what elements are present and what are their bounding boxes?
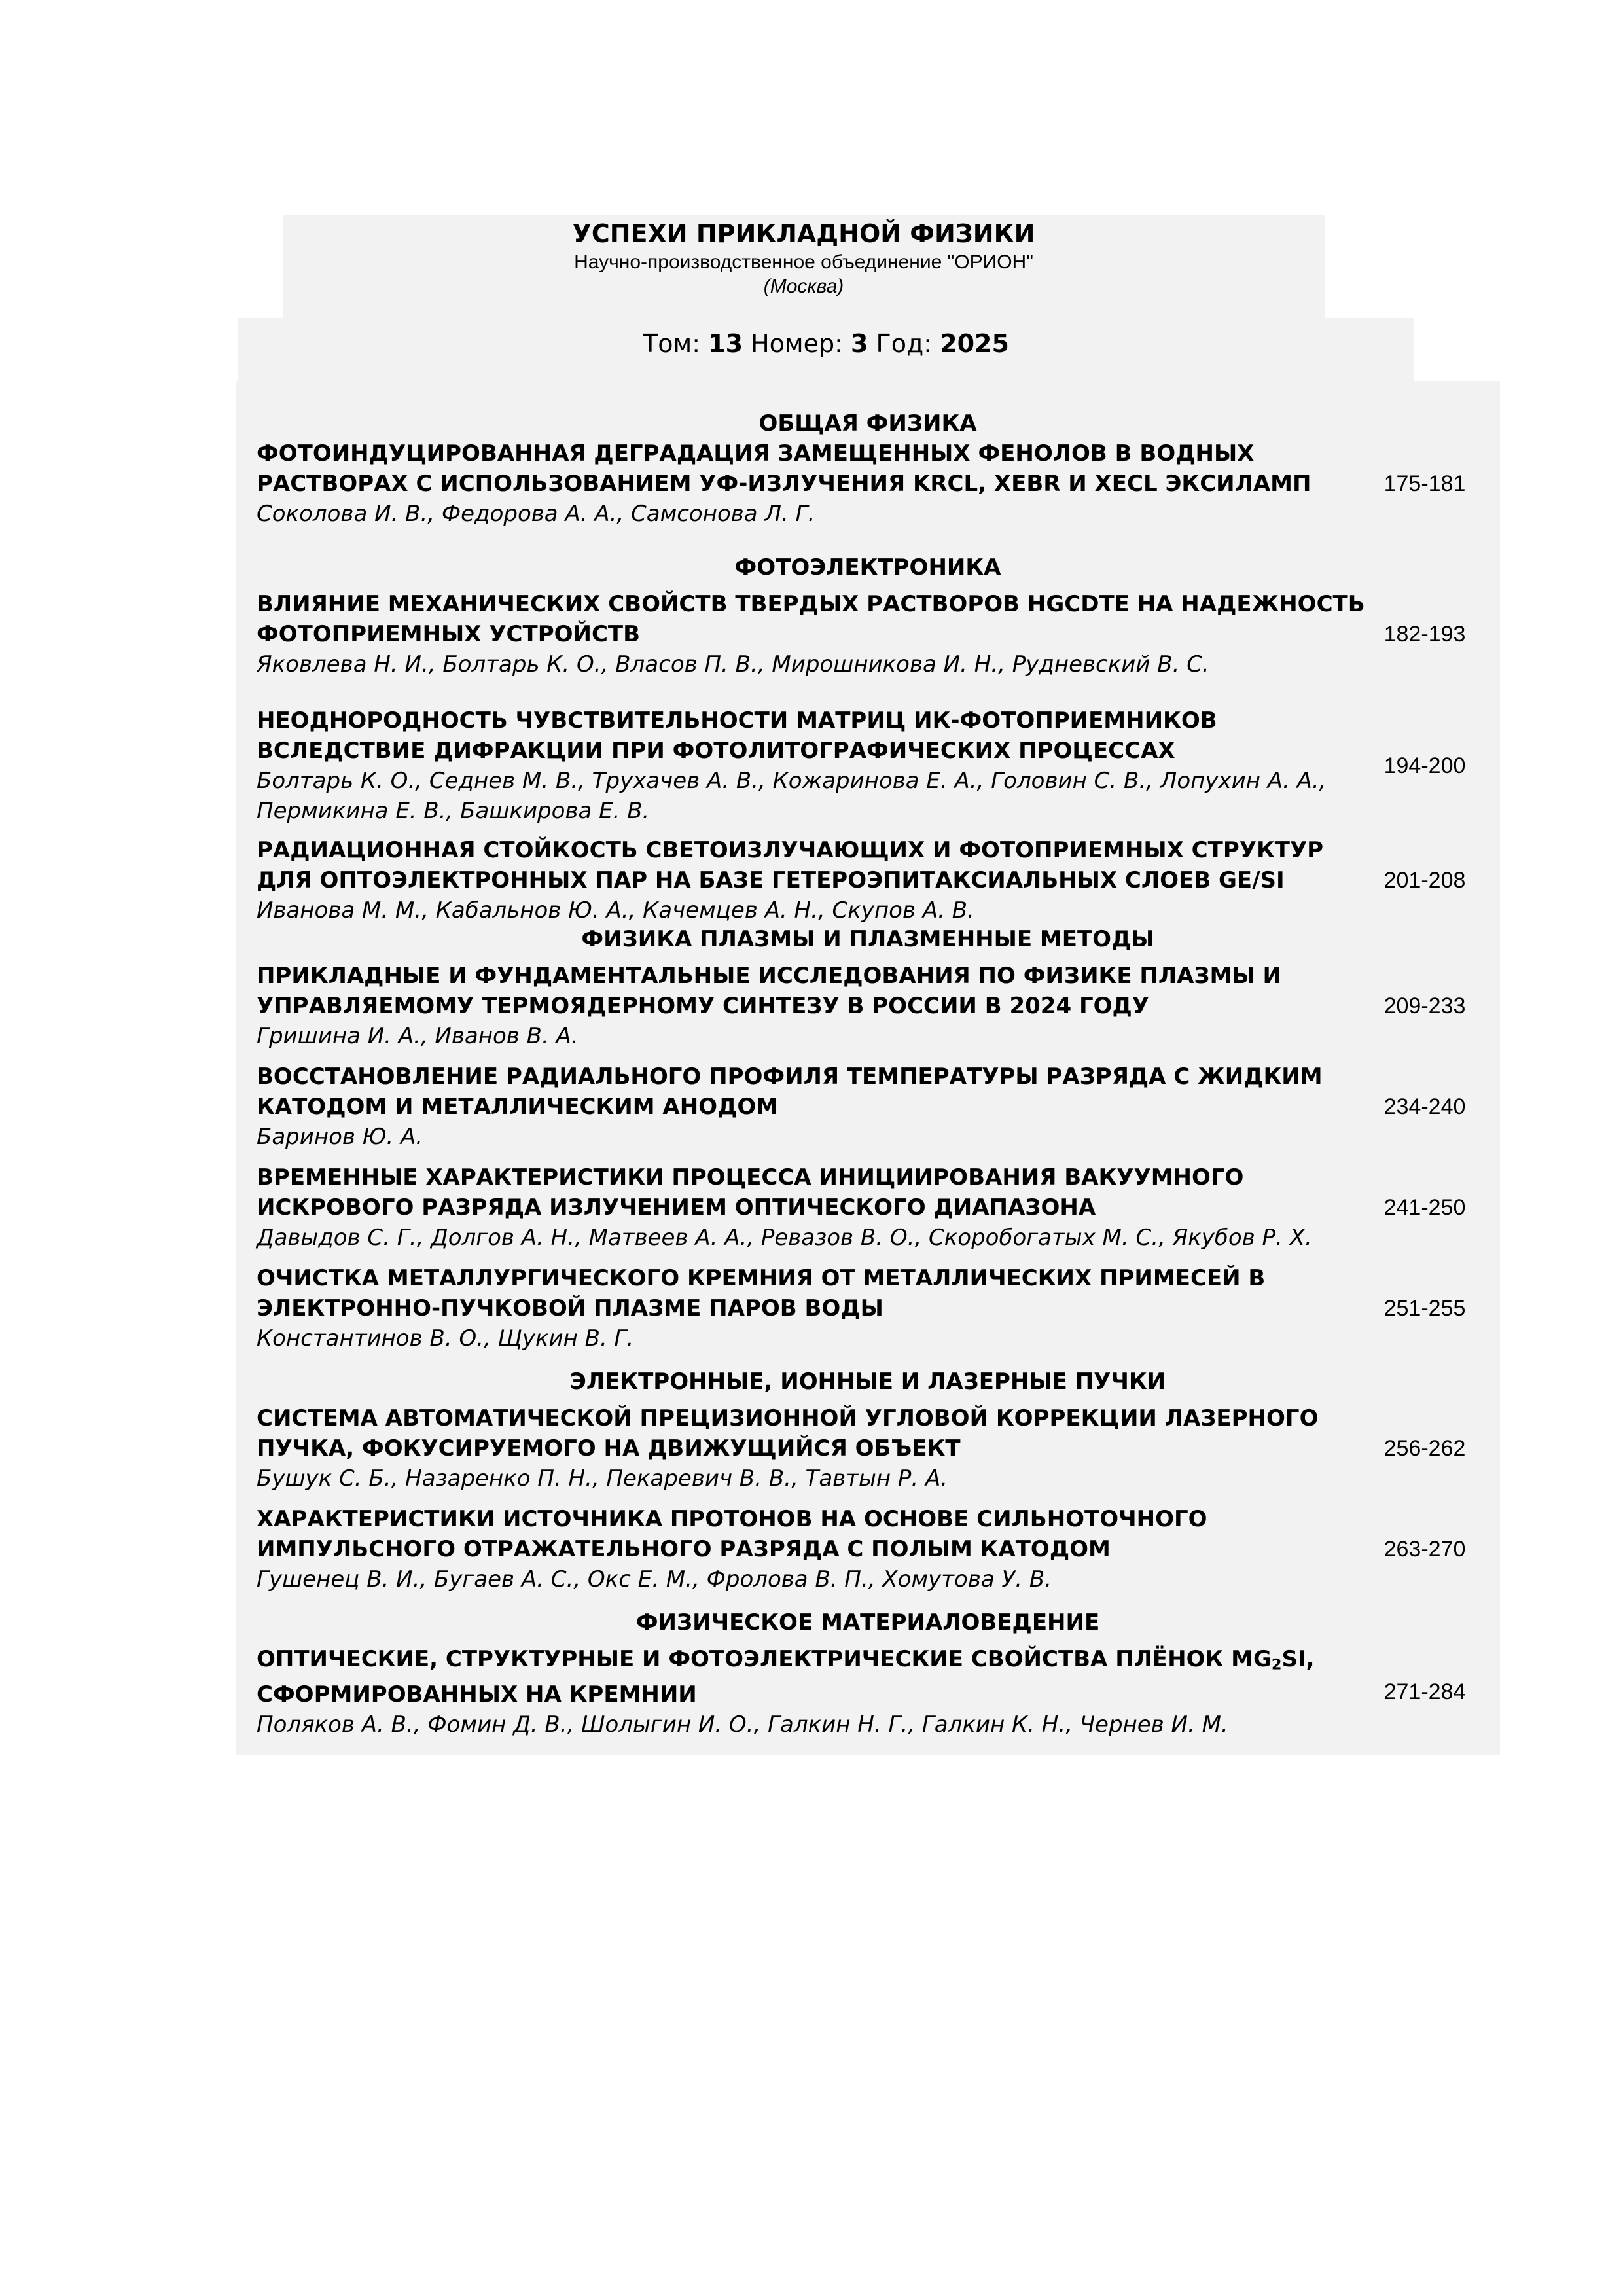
article-title[interactable]: ВРЕМЕННЫЕ ХАРАКТЕРИСТИКИ ПРОЦЕССА ИНИЦИИРОВАНИЯ ВАКУУМНОГО ИСКРОВОГО РАЗРЯДА ИЗЛУЧЕНИЕМ ОПТИЧЕСКОГО ДИАПАЗОНА	[257, 1164, 1244, 1221]
article-authors: Баринов Ю. А.	[257, 1124, 423, 1150]
article-title[interactable]: ВЛИЯНИЕ МЕХАНИЧЕСКИХ СВОЙСТВ ТВЕРДЫХ РАСТВОРОВ HGCDTE НА НАДЕЖНОСТЬ ФОТОПРИЕМНЫХ УСТРОЙСТВ	[257, 591, 1365, 647]
article-authors: Соколова И. В., Федорова А. А., Самсонова Л. Г.	[257, 501, 815, 527]
article-pages: 209-233	[1383, 994, 1466, 1018]
section-heading: ФИЗИЧЕСКОЕ МАТЕРИАЛОВЕДЕНИЕ	[635, 1609, 1100, 1636]
article-entry[interactable]	[257, 1263, 1474, 1354]
article-entry[interactable]	[257, 1403, 1474, 1494]
article-title[interactable]: ВОССТАНОВЛЕНИЕ РАДИАЛЬНОГО ПРОФИЛЯ ТЕМПЕРАТУРЫ РАЗРЯДА С ЖИДКИМ КАТОДОМ И МЕТАЛЛИЧЕСКИМ АНОДОМ	[257, 1064, 1323, 1120]
article-entry[interactable]	[257, 589, 1474, 679]
number-value: 3	[851, 329, 868, 358]
article-entry[interactable]	[257, 1644, 1474, 1740]
article-authors: Яковлева Н. И., Болтарь К. О., Власов П. В., Мирошникова И. Н., Рудневский В. С.	[257, 651, 1209, 677]
article-entry[interactable]	[257, 1162, 1474, 1253]
article-entry[interactable]	[257, 1062, 1474, 1152]
journal-title: УСПЕХИ ПРИКЛАДНОЙ ФИЗИКИ	[572, 219, 1035, 248]
article-pages: 194-200	[1383, 753, 1466, 778]
article-title[interactable]: ХАРАКТЕРИСТИКИ ИСТОЧНИКА ПРОТОНОВ НА ОСНОВЕ СИЛЬНОТОЧНОГО ИМПУЛЬСНОГО ОТРАЖАТЕЛЬНОГО РАЗРЯДА С ПОЛЫМ КАТОДОМ	[257, 1506, 1207, 1562]
journal-header	[283, 215, 1325, 318]
article-authors: Давыдов С. Г., Долгов А. Н., Матвеев А. А., Ревазов В. О., Скоробогатых М. С., Якубов Р. Х.	[257, 1225, 1312, 1251]
article-entry[interactable]	[257, 835, 1474, 925]
article-pages: 175-181	[1383, 471, 1466, 496]
article-authors: Иванова М. М., Кабальнов Ю. А., Качемцев А. Н., Скупов А. В.	[257, 897, 974, 924]
article-pages: 234-240	[1383, 1094, 1466, 1119]
number-label: Номер:	[751, 329, 843, 358]
article-title[interactable]: ОПТИЧЕСКИЕ, СТРУКТУРНЫЕ И ФОТОЭЛЕКТРИЧЕСКИЕ СВОЙСТВА ПЛЁНОК $MG_2SI$, СФОРМИРОВАННЫХ НА КРЕМНИИ	[257, 1646, 1315, 1708]
article-title[interactable]: РАДИАЦИОННАЯ СТОЙКОСТЬ СВЕТОИЗЛУЧАЮЩИХ И ФОТОПРИЕМНЫХ СТРУКТУР ДЛЯ ОПТОЭЛЕКТРОННЫХ ПАР НА БАЗЕ ГЕТЕРОЭПИТАКСИАЛЬНЫХ СЛОЕВ GE/SI	[257, 837, 1324, 893]
article-title[interactable]: ФОТОИНДУЦИРОВАННАЯ ДЕГРАДАЦИЯ ЗАМЕЩЕННЫХ ФЕНОЛОВ В ВОДНЫХ РАСТВОРАХ С ИСПОЛЬЗОВАНИЕМ УФ-ИЗЛУЧЕНИЯ KRCL, XEBR И XECL ЭКСИЛАМП	[257, 440, 1311, 497]
journal-organization: Научно-производственное объединение "ОРИОН"	[574, 251, 1033, 273]
article-pages: 263-270	[1383, 1537, 1466, 1562]
section-heading: ЭЛЕКТРОННЫЕ, ИОННЫЕ И ЛАЗЕРНЫЕ ПУЧКИ	[569, 1369, 1166, 1395]
article-title[interactable]: ОЧИСТКА МЕТАЛЛУРГИЧЕСКОГО КРЕМНИЯ ОТ МЕТАЛЛИЧЕСКИХ ПРИМЕСЕЙ В ЭЛЕКТРОННО-ПУЧКОВОЙ ПЛАЗМЕ ПАРОВ ВОДЫ	[257, 1265, 1266, 1321]
article-authors: Константинов В. О., Щукин В. Г.	[257, 1325, 634, 1352]
article-authors: Гушенец В. И., Бугаев А. С., Окс Е. М., Фролова В. П., Хомутова У. В.	[257, 1566, 1052, 1592]
article-title[interactable]: СИСТЕМА АВТОМАТИЧЕСКОЙ ПРЕЦИЗИОННОЙ УГЛОВОЙ КОРРЕКЦИИ ЛАЗЕРНОГО ПУЧКА, ФОКУСИРУЕМОГО НА ДВИЖУЩИЙСЯ ОБЪЕКТ	[257, 1405, 1319, 1462]
article-title[interactable]: ПРИКЛАДНЫЕ И ФУНДАМЕНТАЛЬНЫЕ ИССЛЕДОВАНИЯ ПО ФИЗИКЕ ПЛАЗМЫ И УПРАВЛЯЕМОМУ ТЕРМОЯДЕРНОМУ СИНТЕЗУ В РОССИИ В 2024 ГОДУ	[257, 963, 1281, 1019]
article-pages: 251-255	[1383, 1296, 1466, 1321]
issue-info	[238, 318, 1414, 381]
article-pages: 271-284	[1383, 1679, 1466, 1705]
article-entry[interactable]	[257, 439, 1474, 529]
article-title[interactable]: НЕОДНОРОДНОСТЬ ЧУВСТВИТЕЛЬНОСТИ МАТРИЦ ИК-ФОТОПРИЕМНИКОВ ВСЛЕДСТВИЕ ДИФРАКЦИИ ПРИ ФОТОЛИТОГРАФИЧЕСКИХ ПРОЦЕССАХ	[257, 708, 1217, 764]
journal-city: (Москва)	[763, 276, 844, 297]
article-authors: Поляков А. В., Фомин Д. В., Шолыгин И. О., Галкин Н. Г., Галкин К. Н., Чернев И. М.	[257, 1712, 1228, 1738]
year-value: 2025	[940, 329, 1009, 358]
article-entry[interactable]	[257, 961, 1474, 1051]
volume-value: 13	[708, 329, 743, 358]
article-entry[interactable]	[257, 706, 1474, 826]
table-of-contents	[236, 381, 1500, 1755]
section-heading: ОБЩАЯ ФИЗИКА	[758, 410, 977, 437]
section-heading: ФИЗИКА ПЛАЗМЫ И ПЛАЗМЕННЫЕ МЕТОДЫ	[581, 926, 1154, 952]
article-pages: 241-250	[1383, 1195, 1466, 1220]
section-heading: ФОТОЭЛЕКТРОНИКА	[734, 554, 1001, 581]
volume-label: Том:	[643, 329, 701, 358]
article-pages: 201-208	[1383, 868, 1466, 893]
article-authors: Бушук С. Б., Назаренко П. Н., Пекаревич В. В., Тавтын Р. А.	[257, 1465, 948, 1492]
year-label: Год:	[876, 329, 933, 358]
article-pages: 256-262	[1383, 1436, 1466, 1461]
article-authors: Болтарь К. О., Седнев М. В., Трухачев А. В., Кожаринова Е. А., Головин С. В., Лопухин А. А., Пермикина Е. В., Башкирова Е. В.	[257, 768, 1327, 824]
article-authors: Гришина И. А., Иванов В. А.	[257, 1023, 579, 1049]
article-pages: 182-193	[1383, 622, 1466, 647]
article-entry[interactable]	[257, 1504, 1474, 1594]
